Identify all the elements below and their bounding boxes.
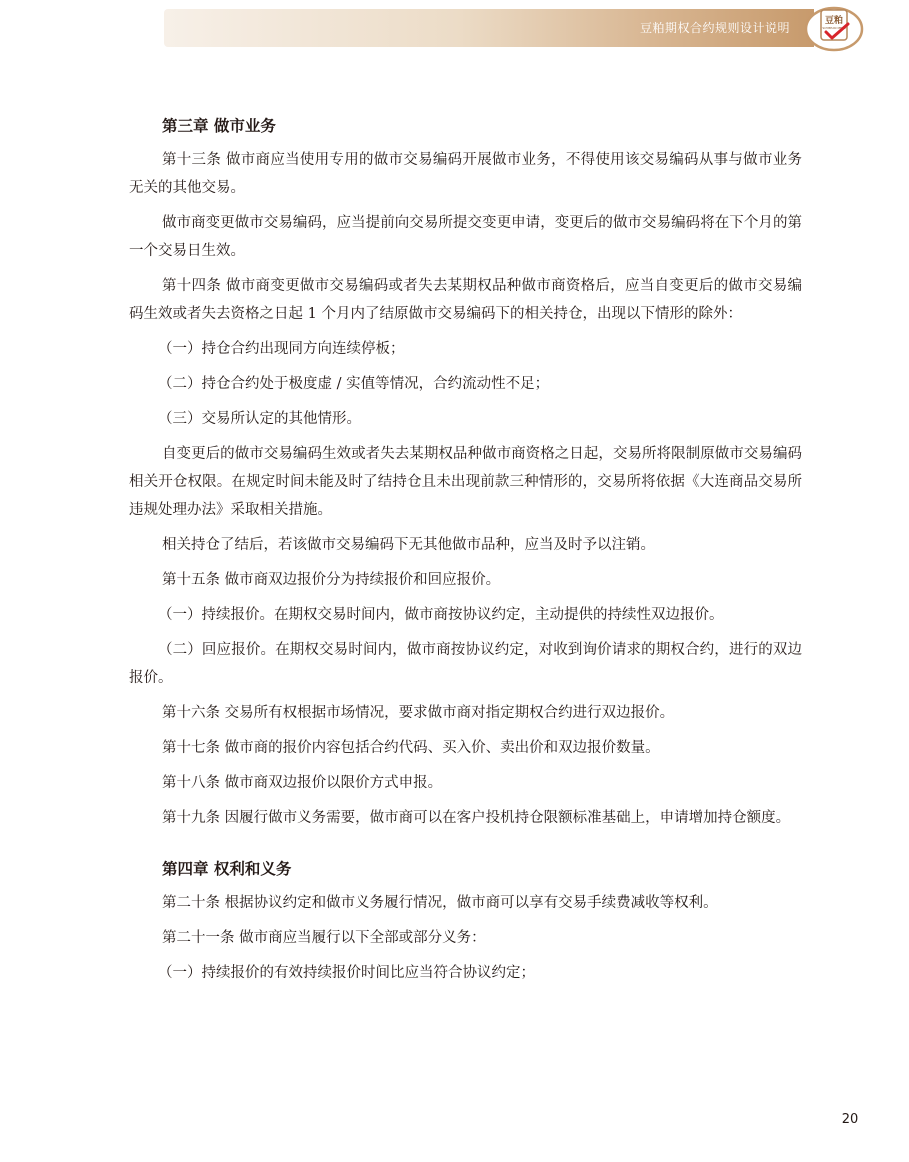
list-item: （二）持仓合约处于极度虚 / 实值等情况，合约流动性不足； xyxy=(158,376,550,392)
list-item: （三）交易所认定的其他情形。 xyxy=(158,411,361,427)
article-17: 第十七条 做市商的报价内容包括合约代码、买入价、卖出价和双边报价数量。 xyxy=(162,740,660,756)
article-20: 第二十条 根据协议约定和做市义务履行情况，做市商可以享有交易手续费减收等权利。 xyxy=(162,895,718,911)
list-item: （二）回应报价。在期权交易时间内，做市商按协议约定，对收到询价请求的期权合约，进行的双边报价。 xyxy=(129,642,802,686)
article-14: 第十四条 做市商变更做市交易编码或者失去某期权品种做市商资格后，应当自变更后的做市交易编码生效或者失去资格之日起 1 个月内了结原做市交易编码下的相关持仓，出现以下情形的除外： xyxy=(129,278,802,322)
list-item: （一）持续报价。在期权交易时间内，做市商按协议约定，主动提供的持续性双边报价。 xyxy=(158,607,724,623)
logo-text: 豆粕 xyxy=(824,16,844,26)
list-item: （一）持仓合约出现同方向连续停板； xyxy=(158,341,405,357)
article-21: 第二十一条 做市商应当履行以下全部或部分义务： xyxy=(162,930,486,946)
chapter-heading: 第四章 权利和义务 xyxy=(162,860,292,878)
article-13-para-2: 做市商变更做市交易编码，应当提前向交易所提交变更申请，变更后的做市交易编码将在下个月的第一个交易日生效。 xyxy=(129,215,802,259)
header-bar xyxy=(164,9,814,47)
soybean-meal-logo-icon xyxy=(804,4,864,52)
document-body xyxy=(129,108,802,994)
page-number: 20 xyxy=(841,1112,859,1127)
article-15: 第十五条 做市商双边报价分为持续报价和回应报价。 xyxy=(162,572,501,588)
header-title: 豆粕期权合约规则设计说明 xyxy=(639,21,790,35)
article-16: 第十六条 交易所有权根据市场情况，要求做市商对指定期权合约进行双边报价。 xyxy=(162,705,675,721)
logo-subtext: SOYBEAN MEAL xyxy=(822,26,846,30)
chapter-heading: 第三章 做市业务 xyxy=(162,117,276,135)
list-item: （一）持续报价的有效持续报价时间比应当符合协议约定； xyxy=(158,965,535,981)
article-19: 第十九条 因履行做市义务需要，做市商可以在客户投机持仓限额标准基础上，申请增加持仓额度。 xyxy=(162,810,791,826)
section-gap xyxy=(129,839,802,851)
article-18: 第十八条 做市商双边报价以限价方式申报。 xyxy=(162,775,443,791)
article-14-para-3: 相关持仓了结后，若该做市交易编码下无其他做市品种，应当及时予以注销。 xyxy=(162,537,655,553)
article-14-para-2: 自变更后的做市交易编码生效或者失去某期权品种做市商资格之日起，交易所将限制原做市交易编码相关开仓权限。在规定时间未能及时了结持仓且未出现前款三种情形的，交易所将依据《大连商品交易所违规处理办法》采取相关措施。 xyxy=(129,446,802,518)
article-13: 第十三条 做市商应当使用专用的做市交易编码开展做市业务，不得使用该交易编码从事与做市业务无关的其他交易。 xyxy=(129,152,802,196)
